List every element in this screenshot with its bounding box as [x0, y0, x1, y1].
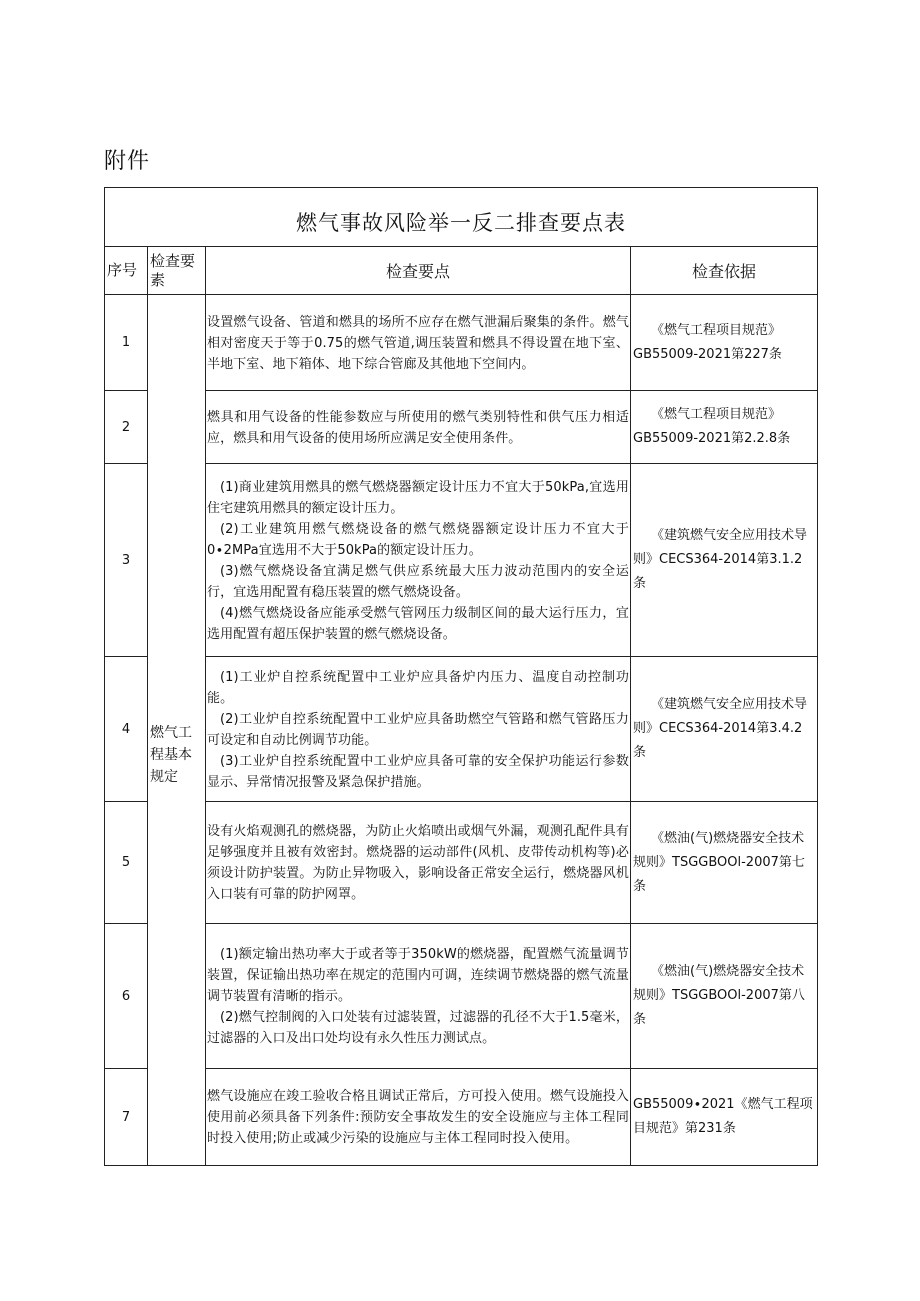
basis-text: 《建筑燃气安全应用技术导则》CECS364-2014第3.1.2条	[633, 528, 808, 591]
check-points	[206, 802, 631, 924]
check-point-text: (3)燃气燃烧设备宜满足燃气供应系统最大压力波动范围内的安全运行，宜选用配置有稳压装置的燃气燃烧设备。	[207, 563, 629, 600]
title-row	[105, 188, 818, 247]
check-point-text: (2)工业炉自控系统配置中工业炉应具备助燃空气管路和燃气管路压力可设定和自动比例调节功能。	[207, 711, 629, 748]
check-points	[206, 464, 631, 657]
check-point-text: (2)工业建筑用燃气燃烧设备的燃气燃烧器额定设计压力不宜大于0∙2MPa宜选用不大于50kPa的额定设计压力。	[207, 521, 629, 558]
row-number: 4	[105, 657, 148, 802]
check-basis	[631, 295, 818, 391]
basis-text: 《燃油(气)燃烧器安全技术规则》TSGGBOOl-2007第七条	[633, 830, 805, 894]
element-cell: 燃气工程基本规定	[148, 295, 206, 1166]
check-points	[206, 1069, 631, 1166]
basis-text: 《燃油(气)燃烧器安全技术规则》TSGGBOOl-2007第八条	[633, 964, 805, 1027]
table-row	[105, 295, 818, 391]
check-point-text: (4)燃气燃烧设备应能承受燃气管网压力级制区间的最大运行压力，宜选用配置有超压保护装置的燃气燃烧设备。	[207, 605, 629, 642]
check-points	[206, 657, 631, 802]
table-row	[105, 802, 818, 924]
row-number: 6	[105, 924, 148, 1069]
row-number: 2	[105, 391, 148, 464]
table-row	[105, 391, 818, 464]
attachment-label: 附件	[104, 149, 151, 174]
table-row	[105, 924, 818, 1069]
row-number: 3	[105, 464, 148, 657]
table-row	[105, 1069, 818, 1166]
check-basis	[631, 391, 818, 464]
header-no: 序号	[105, 247, 148, 295]
table-row	[105, 464, 818, 657]
header-basis: 检查依据	[631, 247, 818, 295]
basis-text: 《燃气工程项目规范》GB55009-2021第2.2.8条	[633, 407, 791, 446]
table-row	[105, 657, 818, 802]
check-point-text: 燃具和用气设备的性能参数应与所使用的燃气类别特性和供气压力相适应，燃具和用气设备的使用场所应满足安全使用条件。	[207, 409, 629, 446]
table-title: 燃气事故风险举一反二排查要点表	[105, 188, 818, 247]
check-basis	[631, 1069, 818, 1166]
basis-text: GB55009∙2021《燃气工程项目规范》第231条	[633, 1097, 813, 1136]
check-basis	[631, 802, 818, 924]
check-basis	[631, 657, 818, 802]
basis-text: 《建筑燃气安全应用技术导则》CECS364-2014第3.4.2条	[633, 697, 808, 760]
check-point-text: (1)额定输出热功率大于或者等于350kW的燃烧器，配置燃气流量调节装置，保证输出热功率在规定的范围内可调，连续调节燃烧器的燃气流量调节装置有清晰的指示。	[207, 947, 629, 1004]
check-point-text: (1)工业炉自控系统配置中工业炉应具备炉内压力、温度自动控制功能。	[207, 669, 629, 706]
check-point-text: 燃气设施应在竣工验收合格且调试正常后，方可投入使用。燃气设施投入使用前必须具备下列条件:预防安全事故发生的安全设施应与主体工程同时投入使用;防止或减少污染的设施应与主体工程同时投入使用。	[207, 1089, 629, 1146]
check-points	[206, 295, 631, 391]
check-point-text: (3)工业炉自控系统配置中工业炉应具备可靠的安全保护功能运行参数显示、异常情况报警及紧急保护措施。	[207, 753, 629, 790]
inspection-table	[104, 187, 818, 1166]
header-element: 检查要素	[148, 247, 206, 295]
row-number: 1	[105, 295, 148, 391]
basis-text: 《燃气工程项目规范》GB55009-2021第227条	[633, 322, 782, 362]
header-points: 检查要点	[206, 247, 631, 295]
check-point-text: 设有火焰观测孔的燃烧器，为防止火焰喷出或烟气外漏，观测孔配件具有足够强度并且被有效密封。燃烧器的运动部件(风机、皮带传动机构等)必须设计防护装置。为防止异物吸入，影响设备正常安全运行，燃烧器风机入口装有可靠的防护网罩。	[207, 824, 629, 902]
check-points	[206, 924, 631, 1069]
row-number: 5	[105, 802, 148, 924]
check-basis	[631, 924, 818, 1069]
header-row	[105, 247, 818, 295]
check-point-text: 设置燃气设备、管道和燃具的场所不应存在燃气泄漏后聚集的条件。燃气相对密度天于等于0.75的燃气管道,调压装置和燃具不得设置在地下室、半地下室、地下箱体、地下综合管廊及其他地下空间内。	[207, 314, 629, 372]
check-points	[206, 391, 631, 464]
check-point-text: (1)商业建筑用燃具的燃气燃烧器额定设计压力不宜大于50kPa,宜选用住宅建筑用燃具的额定设计压力。	[207, 479, 629, 516]
check-basis	[631, 464, 818, 657]
check-point-text: (2)燃气控制阀的入口处装有过滤装置，过滤器的孔径不大于1.5毫米，过滤器的入口及出口处均设有永久性压力测试点。	[207, 1010, 629, 1046]
row-number: 7	[105, 1069, 148, 1166]
